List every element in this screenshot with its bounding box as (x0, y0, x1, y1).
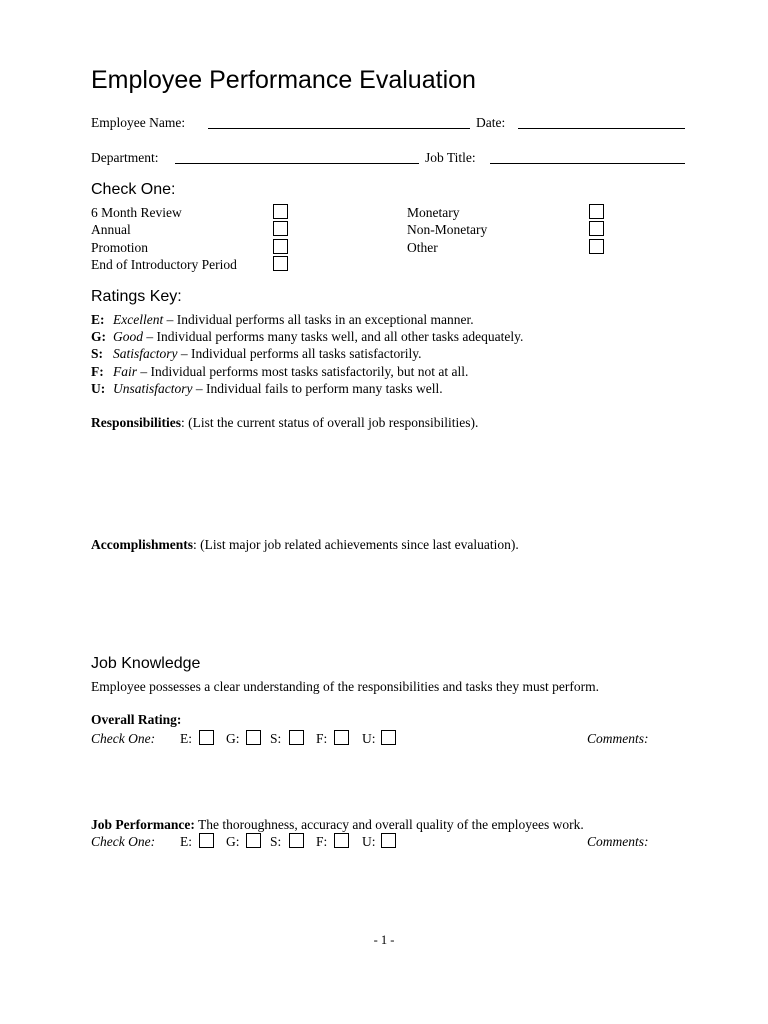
job-knowledge-description: Employee possesses a clear understanding of the responsibilities and tasks they must perform. (91, 679, 600, 694)
performance-fair-checkbox[interactable] (334, 833, 349, 848)
responsibilities-label: Responsibilities (91, 415, 182, 430)
rating-key-item (91, 329, 523, 345)
review-option-label: Promotion (91, 240, 149, 255)
rating-code-label: S: (270, 731, 282, 746)
comments-label: Comments: (587, 731, 649, 746)
annual-checkbox[interactable] (273, 221, 288, 236)
rating-term: Satisfactory (113, 346, 178, 361)
check-one-label: Check One: (91, 834, 156, 849)
accomplishments-label: Accomplishments (91, 537, 193, 552)
page-title: Employee Performance Evaluation (91, 66, 476, 94)
rating-code-label: S: (270, 834, 282, 849)
responsibilities-section (91, 415, 478, 431)
increase-option-label: Other (407, 240, 438, 255)
employee-name-label: Employee Name: (91, 115, 186, 130)
knowledge-fair-checkbox[interactable] (334, 730, 349, 745)
rating-code-label: U: (362, 731, 376, 746)
date-label: Date: (476, 115, 506, 130)
rating-description: – Individual fails to perform many tasks well. (192, 381, 443, 396)
job-title-field[interactable] (490, 163, 685, 164)
review-option-label: 6 Month Review (91, 205, 182, 220)
overall-rating-label: Overall Rating: (91, 712, 182, 727)
date-field[interactable] (518, 128, 685, 129)
responsibilities-instructions: : (List the current status of overall job responsibilities). (181, 415, 479, 430)
rating-key-item (91, 364, 468, 380)
promotion-checkbox[interactable] (273, 239, 288, 254)
job-performance-label: Job Performance: (91, 817, 195, 832)
six-month-review-checkbox[interactable] (273, 204, 288, 219)
rating-key-item (91, 381, 443, 397)
review-option-label: End of Introductory Period (91, 257, 237, 272)
performance-good-checkbox[interactable] (246, 833, 261, 848)
rating-description: – Individual performs many tasks well, and all other tasks adequately. (143, 329, 524, 344)
check-one-heading: Check One: (91, 181, 176, 198)
rating-code-label: E: (180, 731, 192, 746)
ratings-key-heading: Ratings Key: (91, 288, 182, 305)
rating-key-item (91, 312, 474, 328)
rating-description: – Individual performs all tasks in an exceptional manner. (163, 312, 474, 327)
department-label: Department: (91, 150, 159, 165)
job-performance-section (91, 817, 584, 833)
check-one-label: Check One: (91, 731, 156, 746)
rating-code-label: F: (316, 731, 328, 746)
job-performance-description: The thoroughness, accuracy and overall quality of the employees work. (194, 817, 584, 832)
rating-code-label: E: (180, 834, 192, 849)
rating-code: S: (91, 346, 104, 361)
job-title-label: Job Title: (425, 150, 476, 165)
rating-code: U: (91, 381, 106, 396)
rating-code: G: (91, 329, 106, 344)
non-monetary-checkbox[interactable] (589, 221, 604, 236)
rating-term: Excellent (113, 312, 164, 327)
review-option-label: Annual (91, 222, 131, 237)
rating-term: Unsatisfactory (113, 381, 193, 396)
performance-satisfactory-checkbox[interactable] (289, 833, 304, 848)
monetary-checkbox[interactable] (589, 204, 604, 219)
rating-code: E: (91, 312, 105, 327)
rating-description: – Individual performs most tasks satisfactorily, but not at all. (137, 364, 469, 379)
rating-code-label: F: (316, 834, 328, 849)
employee-name-field[interactable] (208, 128, 470, 129)
knowledge-satisfactory-checkbox[interactable] (289, 730, 304, 745)
accomplishments-section (91, 537, 519, 553)
increase-option-label: Monetary (407, 205, 460, 220)
rating-code-label: U: (362, 834, 376, 849)
rating-term: Good (113, 329, 143, 344)
rating-description: – Individual performs all tasks satisfactorily. (177, 346, 422, 361)
page-number: - 1 - (373, 933, 395, 947)
increase-option-label: Non-Monetary (407, 222, 488, 237)
job-knowledge-heading: Job Knowledge (91, 655, 201, 672)
knowledge-good-checkbox[interactable] (246, 730, 261, 745)
rating-code-label: G: (226, 731, 240, 746)
rating-code-label: G: (226, 834, 240, 849)
comments-label: Comments: (587, 834, 649, 849)
other-checkbox[interactable] (589, 239, 604, 254)
knowledge-unsatisfactory-checkbox[interactable] (381, 730, 396, 745)
introductory-period-checkbox[interactable] (273, 256, 288, 271)
department-field[interactable] (175, 163, 419, 164)
performance-excellent-checkbox[interactable] (199, 833, 214, 848)
accomplishments-instructions: : (List major job related achievements since last evaluation). (193, 537, 519, 552)
knowledge-excellent-checkbox[interactable] (199, 730, 214, 745)
performance-unsatisfactory-checkbox[interactable] (381, 833, 396, 848)
rating-key-item (91, 346, 421, 362)
rating-term: Fair (113, 364, 138, 379)
rating-code: F: (91, 364, 104, 379)
